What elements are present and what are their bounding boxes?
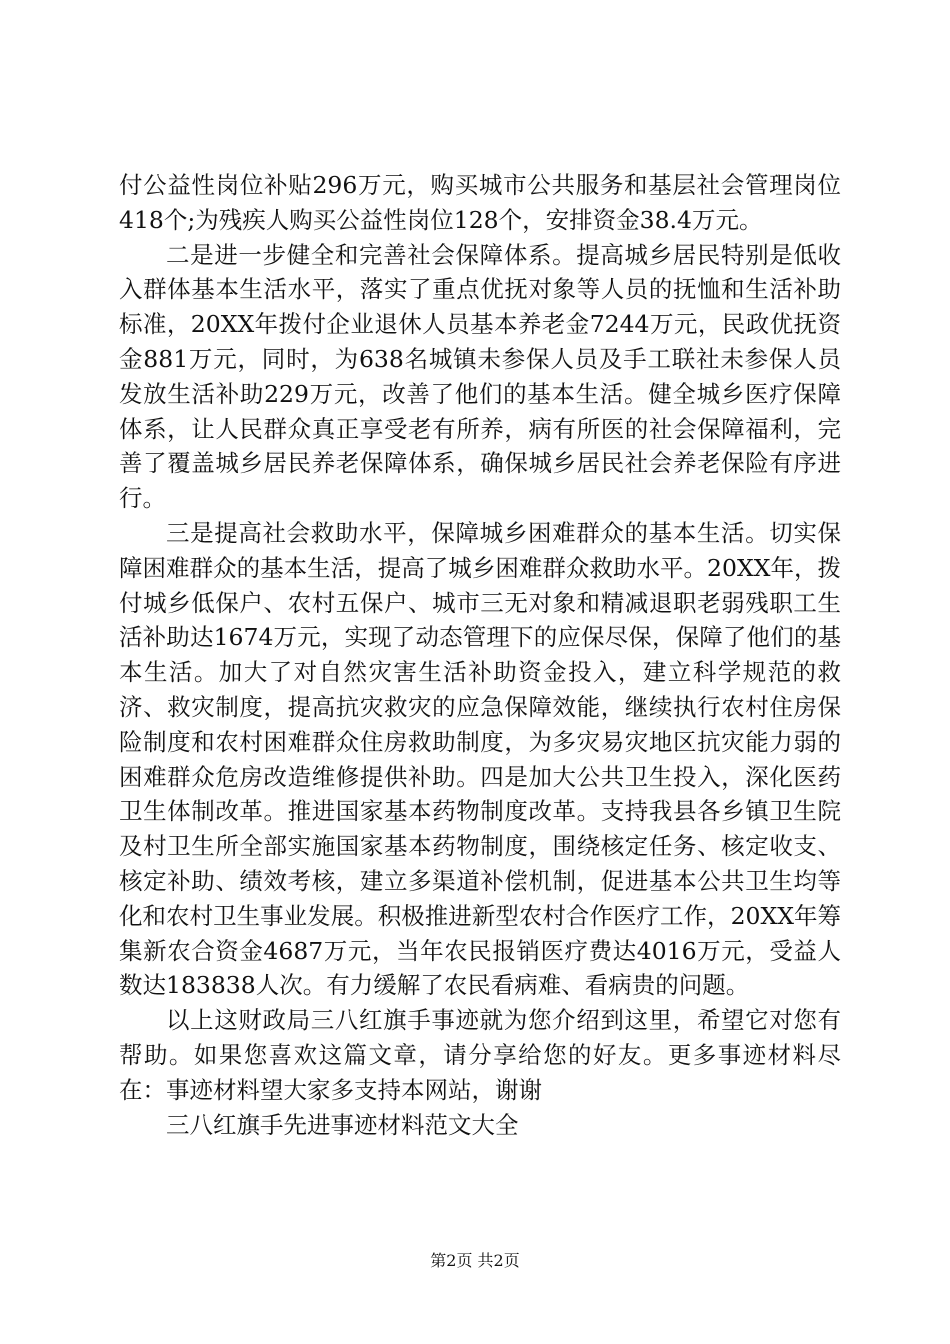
paragraph-5: 三八红旗手先进事迹材料范文大全 bbox=[166, 1110, 519, 1139]
paragraph-3: 三是提高社会救助水平，保障城乡困难群众的基本生活。切实保障困难群众的基本生活，提高了城乡困难群众救助水平。20XX年，拨付城乡低保户、农村五保户、城市三无对象和精减退职老弱残职工生活补助达1674万元，实现了动态管理下的应保尽保，保障了他们的基本生活。加大了对自然灾害生活补助资金投入，建立科学规范的救济、救灾制度，提高抗灾救灾的应急保障效能，继续执行农村住房保险制度和农村困难群众住房救助制度，为多灾易灾地区抗灾能力弱的困难群众危房改造维修提供补助。四是加大公共卫生投入，深化医药卫生体制改革。推进国家基本药物制度改革。支持我县各乡镇卫生院及村卫生所全部实施国家基本药物制度，围绕核定任务、核定收支、核定补助、绩效考核，建立多渠道补偿机制，促进基本公共卫生均等化和农村卫生事业发展。积极推进新型农村合作医疗工作，20XX年筹集新农合资金4687万元，当年农民报销医疗费达4016万元，受益人数达183838人次。有力缓解了农民看病难、看病贵的问题。 bbox=[119, 518, 841, 1000]
paragraph-1: 付公益性岗位补贴296万元，购买城市公共服务和基层社会管理岗位418个;为残疾人购买公益性岗位128个，安排资金38.4万元。 bbox=[119, 171, 841, 234]
document-body bbox=[119, 168, 841, 1142]
paragraph-2: 二是进一步健全和完善社会保障体系。提高城乡居民特别是低收入群体基本生活水平，落实了重点优抚对象等人员的抚恤和生活补助标准，20XX年拨付企业退休人员基本养老金7244万元，民政优抚资金881万元，同时，为638名城镇未参保人员及手工联社未参保人员发放生活补助229万元，改善了他们的基本生活。健全城乡医疗保障体系，让人民群众真正享受老有所养，病有所医的社会保障福利，完善了覆盖城乡居民养老保障体系，确保城乡居民社会养老保险有序进行。 bbox=[119, 240, 841, 513]
page-footer: 第2页 共2页 bbox=[430, 1251, 520, 1270]
paragraph-4: 以上这财政局三八红旗手事迹就为您介绍到这里，希望它对您有帮助。如果您喜欢这篇文章，请分享给您的好友。更多事迹材料尽在：事迹材料望大家多支持本网站，谢谢 bbox=[119, 1006, 841, 1104]
